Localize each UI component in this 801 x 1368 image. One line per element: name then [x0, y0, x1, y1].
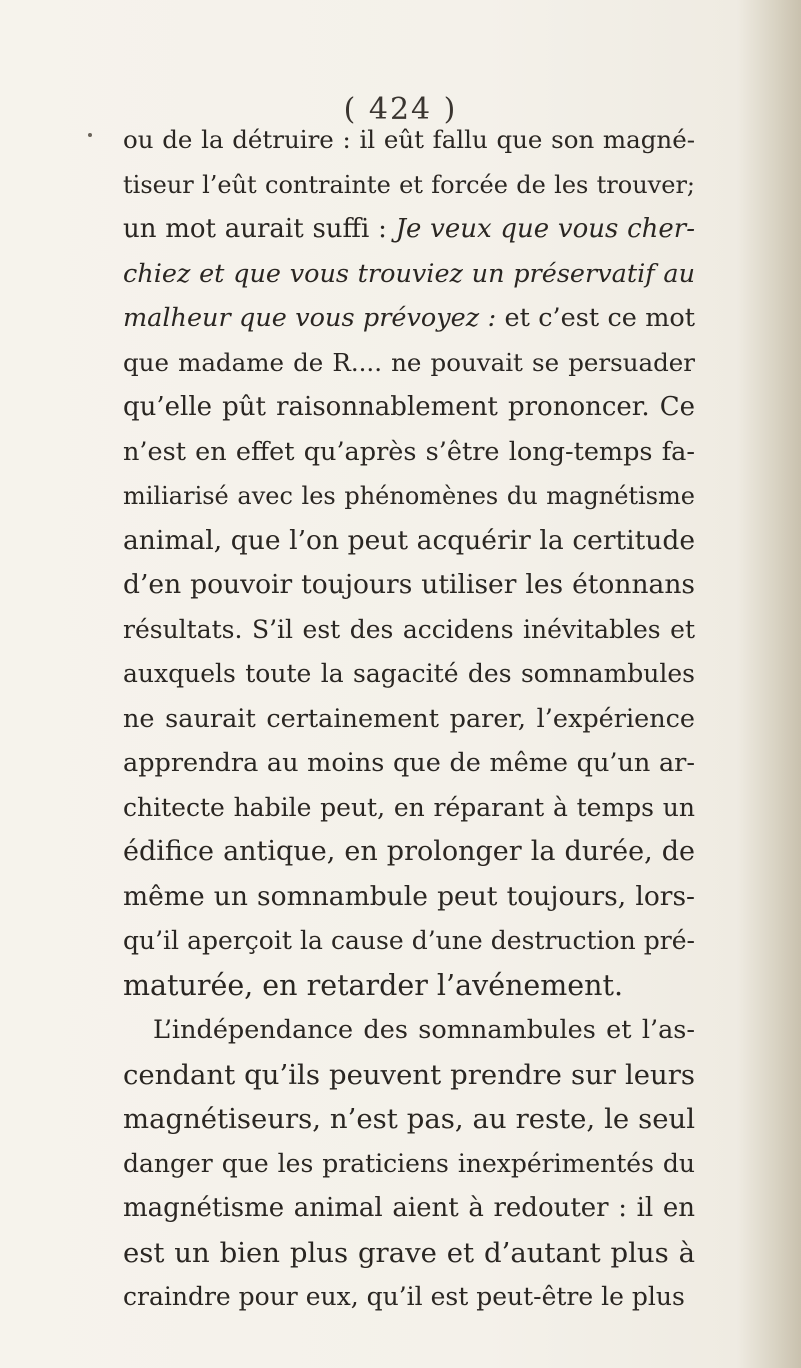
text-segment: cendant qu’ils peuvent prendre sur leurs [123, 1058, 695, 1091]
text-segment: magnétisme animal aient à redouter : il en [123, 1193, 695, 1223]
text-line [123, 430, 695, 475]
text-line [123, 474, 695, 519]
text-line [123, 163, 695, 208]
text-segment: et c’est ce mot [496, 303, 695, 333]
text-line [123, 385, 695, 430]
text-segment: ou de la détruire : il eût fallu que son magné- [123, 125, 695, 154]
text-segment: édifice antique, en prolonger la durée, de [123, 836, 695, 867]
italic-segment: chiez et que vous trouviez un préservatif au [123, 258, 695, 289]
text-line [123, 252, 695, 297]
text-segment: danger que les praticiens inexpérimentés du [123, 1148, 695, 1178]
text-line [123, 207, 695, 252]
text-line [123, 1142, 695, 1187]
text-line [123, 563, 695, 608]
text-line [123, 919, 695, 964]
text-line [123, 741, 695, 786]
text-line [123, 830, 695, 875]
page-number: ( 424 ) [343, 92, 458, 127]
text-line [123, 697, 695, 742]
text-line [123, 519, 695, 564]
text-line [123, 1053, 695, 1098]
text-segment: magnétiseurs, n’est pas, au reste, le seul [123, 1103, 695, 1135]
text-segment: qu’il aperçoit la cause d’une destruction pré- [123, 926, 695, 955]
text-line [123, 875, 695, 920]
text-segment: craindre pour eux, qu’il est peut-être le plus [123, 1282, 685, 1311]
text-line [123, 1097, 695, 1142]
text-segment: résultats. S’il est des accidens inévitables et [123, 614, 695, 644]
text-segment: auxquels toute la sagacité des somnambules [123, 659, 695, 688]
text-line [123, 1008, 695, 1053]
body-text [123, 118, 695, 1320]
text-segment: un mot aurait suffi : [123, 214, 396, 244]
text-segment: tiseur l’eût contrainte et forcée de les trouver; [123, 170, 695, 199]
text-line [123, 341, 695, 386]
text-segment: que madame de R.... ne pouvait se persuader [123, 347, 695, 377]
text-segment: ne saurait certainement parer, l’expérience [123, 703, 695, 734]
text-segment: est un bien plus grave et d’autant plus à [123, 1236, 695, 1269]
text-segment: L’indépendance des somnambules et l’as- [153, 1015, 695, 1045]
text-line [123, 652, 695, 697]
text-segment: maturée, en retarder l’avénement. [123, 968, 624, 1002]
text-line [123, 1186, 695, 1231]
text-line [123, 296, 695, 341]
text-line [123, 1275, 695, 1320]
text-segment: qu’elle pût raisonnablement prononcer. Ce [123, 392, 695, 422]
italic-segment: malheur que vous prévoyez : [123, 303, 497, 333]
text-line [123, 118, 695, 163]
text-line [123, 1231, 695, 1276]
text-segment: animal, que l’on peut acquérir la certitude [123, 524, 695, 556]
text-segment: apprendra au moins que de même qu’un ar- [123, 748, 695, 778]
text-segment: d’en pouvoir toujours utiliser les étonnans [123, 569, 695, 600]
margin-mark [88, 133, 92, 137]
text-line [123, 608, 695, 653]
text-segment: miliarisé avec les phénomènes du magnétisme [123, 482, 695, 510]
text-line [123, 786, 695, 831]
text-segment: même un somnambule peut toujours, lors- [123, 880, 695, 912]
text-segment: chitecte habile peut, en réparant à temps un [123, 792, 695, 822]
text-segment: n’est en effet qu’après s’être long-temps fa- [123, 436, 695, 467]
text-line [123, 964, 695, 1009]
italic-segment: Je veux que vous cher- [395, 214, 695, 244]
